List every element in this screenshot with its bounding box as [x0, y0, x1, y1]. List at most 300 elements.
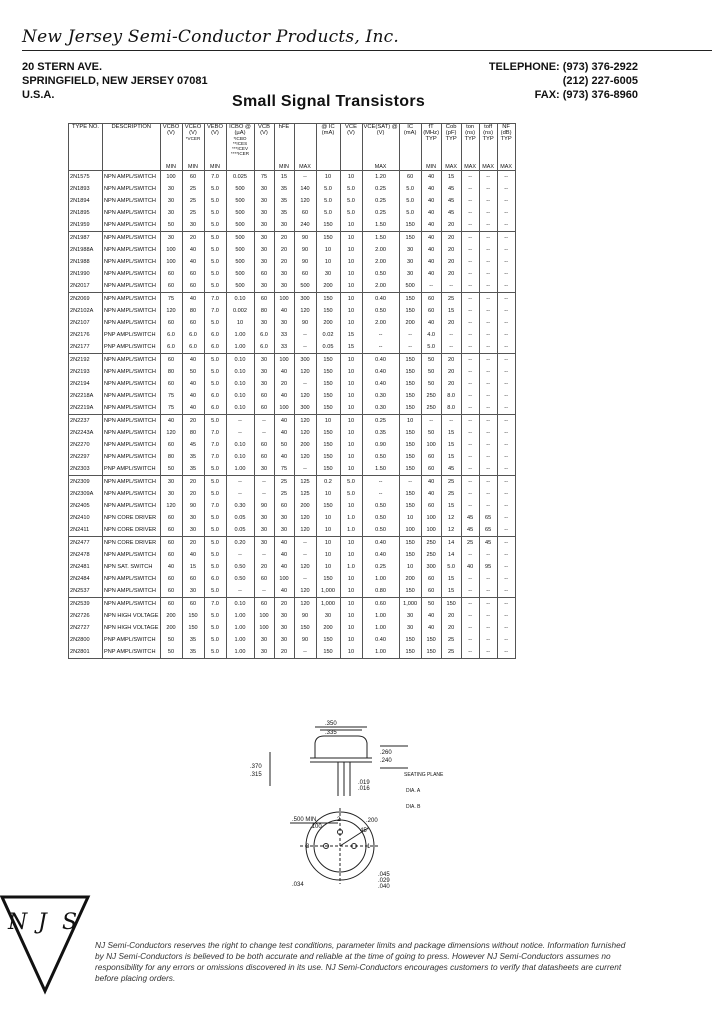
value-cell: 0.40 [362, 378, 399, 390]
value-cell: 5.0 [204, 415, 226, 428]
value-cell: 40 [182, 390, 204, 402]
value-cell: 90 [294, 610, 316, 622]
value-cell: 6.0 [204, 402, 226, 415]
description-cell: NPN AMPL/SWITCH [103, 317, 161, 329]
value-cell: 100 [274, 354, 294, 367]
value-cell: -- [226, 427, 254, 439]
value-cell: 120 [294, 390, 316, 402]
column-subheader [226, 156, 254, 171]
value-cell: 125 [294, 476, 316, 489]
value-cell: 33 [274, 329, 294, 341]
value-cell: 30 [254, 256, 274, 268]
value-cell: 30 [160, 476, 182, 489]
value-cell: 0.10 [226, 439, 254, 451]
value-cell: 1,000 [399, 598, 421, 611]
value-cell: 20 [441, 317, 461, 329]
value-cell: 10 [226, 317, 254, 329]
description-cell: NPN AMPL/SWITCH [103, 378, 161, 390]
value-cell: -- [479, 219, 497, 232]
value-cell: 20 [182, 232, 204, 245]
value-cell: 20 [441, 610, 461, 622]
value-cell: 5.0 [204, 354, 226, 367]
value-cell: 120 [294, 366, 316, 378]
value-cell: 15 [274, 171, 294, 184]
value-cell: -- [497, 244, 515, 256]
value-cell: 10 [340, 378, 362, 390]
value-cell: 200 [294, 500, 316, 512]
value-cell: -- [362, 488, 399, 500]
value-cell: 150 [316, 232, 340, 245]
value-cell: -- [461, 415, 479, 428]
value-cell: 15 [441, 439, 461, 451]
value-cell: 125 [294, 488, 316, 500]
value-cell: 5.0 [340, 195, 362, 207]
value-cell: 25 [441, 293, 461, 306]
column-subheader: MAX [479, 156, 497, 171]
value-cell: -- [294, 646, 316, 659]
description-cell: NPN AMPL/SWITCH [103, 439, 161, 451]
value-cell: 100 [160, 256, 182, 268]
value-cell: 0.10 [226, 293, 254, 306]
value-cell: 60 [160, 354, 182, 367]
type-number-cell: 2N2481 [69, 561, 103, 573]
value-cell: 30 [399, 268, 421, 280]
value-cell: -- [497, 463, 515, 476]
value-cell: 1.0 [340, 524, 362, 537]
value-cell: 10 [340, 293, 362, 306]
value-cell: 50 [421, 598, 441, 611]
value-cell: -- [399, 329, 421, 341]
value-cell: 10 [340, 280, 362, 293]
value-cell: 15 [340, 341, 362, 354]
description-cell: NPN AMPL/SWITCH [103, 573, 161, 585]
table-row [69, 561, 516, 573]
value-cell: 30 [182, 512, 204, 524]
value-cell: 65 [479, 512, 497, 524]
value-cell: 500 [294, 280, 316, 293]
value-cell: 0.90 [362, 439, 399, 451]
address-line: 20 STERN AVE. [22, 61, 103, 73]
logo-letter: J [38, 910, 47, 935]
value-cell: 60 [421, 585, 441, 598]
value-cell: 0.25 [362, 207, 399, 219]
column-unit: (µA) [234, 130, 246, 136]
value-cell: -- [461, 354, 479, 367]
type-number-cell: 2N2800 [69, 634, 103, 646]
value-cell: 150 [399, 634, 421, 646]
value-cell: 150 [441, 598, 461, 611]
column-subheader: MAX [294, 156, 316, 171]
value-cell: -- [294, 537, 316, 550]
value-cell: 10 [340, 610, 362, 622]
value-cell: -- [479, 232, 497, 245]
value-cell: 30 [316, 268, 340, 280]
description-cell: NPN AMPL/SWITCH [103, 476, 161, 489]
value-cell: 100 [160, 171, 182, 184]
pin-callout: 3 [306, 844, 310, 850]
value-cell: -- [461, 207, 479, 219]
description-cell: NPN SAT. SWITCH [103, 561, 161, 573]
value-cell: -- [479, 329, 497, 341]
value-cell: 150 [316, 451, 340, 463]
value-cell: -- [479, 341, 497, 354]
value-cell: 60 [254, 598, 274, 611]
value-cell: 500 [226, 232, 254, 245]
value-cell: -- [479, 451, 497, 463]
value-cell: 75 [160, 293, 182, 306]
value-cell: 20 [441, 268, 461, 280]
column-header-label: VCBO [162, 124, 180, 130]
value-cell: 10 [316, 415, 340, 428]
value-cell: 250 [421, 537, 441, 550]
value-cell: 15 [441, 427, 461, 439]
table-row [69, 585, 516, 598]
value-cell: 5.0 [204, 537, 226, 550]
description-cell: NPN AMPL/SWITCH [103, 402, 161, 415]
column-note: *ICBO **ICES ***ICEV ****ICER [230, 136, 250, 156]
value-cell: 30 [254, 463, 274, 476]
value-cell: -- [254, 549, 274, 561]
value-cell: 5.0 [316, 195, 340, 207]
table-row [69, 427, 516, 439]
value-cell: 60 [421, 293, 441, 306]
value-cell: 10 [340, 232, 362, 245]
value-cell: -- [461, 500, 479, 512]
column-typ-label: TYP [482, 136, 494, 142]
value-cell: 25 [182, 195, 204, 207]
value-cell: 60 [182, 268, 204, 280]
column-header-label: VCE [345, 124, 357, 130]
value-cell: -- [461, 598, 479, 611]
value-cell: 45 [441, 183, 461, 195]
value-cell: -- [479, 585, 497, 598]
value-cell: -- [497, 207, 515, 219]
column-header-label: IC [407, 124, 414, 130]
description-cell: NPN AMPL/SWITCH [103, 256, 161, 268]
value-cell: 45 [182, 439, 204, 451]
type-number-cell: 2N1893 [69, 183, 103, 195]
column-header-label: @ IC [321, 124, 335, 130]
column-header-label: TYPE NO. [71, 124, 100, 130]
value-cell: 0.30 [362, 390, 399, 402]
value-cell: 150 [316, 634, 340, 646]
value-cell: 50 [160, 634, 182, 646]
value-cell: 25 [441, 488, 461, 500]
value-cell: -- [421, 415, 441, 428]
table-row [69, 646, 516, 659]
value-cell: 30 [254, 646, 274, 659]
value-cell: 150 [294, 622, 316, 634]
value-cell: -- [479, 305, 497, 317]
column-unit: (mA) [321, 130, 335, 136]
value-cell: 20 [441, 366, 461, 378]
value-cell: 15 [441, 171, 461, 184]
value-cell: -- [421, 280, 441, 293]
value-cell: 30 [274, 268, 294, 280]
value-cell: -- [479, 500, 497, 512]
value-cell: -- [461, 171, 479, 184]
value-cell: 6.0 [204, 573, 226, 585]
value-cell: 40 [421, 610, 441, 622]
value-cell: 50 [421, 354, 441, 367]
value-cell: -- [479, 378, 497, 390]
table-row [69, 195, 516, 207]
value-cell: 150 [399, 232, 421, 245]
value-cell: 0.50 [362, 268, 399, 280]
page-title: Small Signal Transistors [232, 93, 426, 110]
value-cell: 0.50 [362, 451, 399, 463]
value-cell: 0.10 [226, 354, 254, 367]
value-cell: 100 [421, 439, 441, 451]
value-cell: 90 [294, 317, 316, 329]
value-cell: 7.0 [204, 293, 226, 306]
value-cell: 5.0 [421, 341, 441, 354]
value-cell: 60 [254, 293, 274, 306]
value-cell: 40 [274, 366, 294, 378]
value-cell: 30 [254, 512, 274, 524]
value-cell: 150 [316, 463, 340, 476]
value-cell: -- [479, 476, 497, 489]
table-row [69, 305, 516, 317]
column-typ-label: TYP [445, 136, 457, 142]
table-row [69, 634, 516, 646]
value-cell: -- [461, 366, 479, 378]
description-cell: NPN AMPL/SWITCH [103, 195, 161, 207]
value-cell: 5.0 [204, 463, 226, 476]
table-row [69, 268, 516, 280]
angle-label: 45° [360, 828, 370, 834]
value-cell: 30 [274, 512, 294, 524]
value-cell: 25 [274, 476, 294, 489]
value-cell: 75 [160, 402, 182, 415]
value-cell: -- [479, 354, 497, 367]
disclaimer-notice: NJ Semi-Conductors reserves the right to change test conditions, parameter limits and package dimensions without notice. Information furnished by NJ Semi-Conductors is believed to be both accurate and reliable at the time of going to press. However NJ Semi-Conductors assumes no responsibility for any errors or omissions discovered in its use. NJ Semi-Conductors encourages customers to verify that datasheets are current before placing orders. [95, 940, 626, 983]
value-cell: 40 [421, 183, 441, 195]
value-cell: 75 [160, 390, 182, 402]
value-cell: 1.0 [340, 512, 362, 524]
dia-a-label: DIA. A [406, 788, 421, 794]
value-cell: 7.0 [204, 439, 226, 451]
table-row [69, 390, 516, 402]
value-cell: 5.0 [316, 183, 340, 195]
value-cell: 100 [274, 402, 294, 415]
description-cell: NPN CORE DRIVER [103, 524, 161, 537]
value-cell: 5.0 [204, 268, 226, 280]
value-cell: 6.0 [254, 329, 274, 341]
value-cell: 150 [421, 634, 441, 646]
description-cell: NPN AMPL/SWITCH [103, 293, 161, 306]
value-cell: 20 [182, 415, 204, 428]
value-cell: 5.0 [204, 207, 226, 219]
column-typ-label: TYP [464, 136, 476, 142]
value-cell: 150 [316, 366, 340, 378]
value-cell: 60 [274, 500, 294, 512]
value-cell: 150 [316, 439, 340, 451]
value-cell: 5.0 [204, 183, 226, 195]
value-cell: -- [461, 463, 479, 476]
value-cell: 1.00 [226, 610, 254, 622]
column-unit: (dB) [500, 130, 512, 136]
value-cell: 250 [421, 402, 441, 415]
dimension-label: .500 MIN. [292, 817, 319, 823]
column-subheader: MIN [204, 156, 226, 171]
value-cell: 35 [182, 451, 204, 463]
value-cell: -- [479, 488, 497, 500]
table-row [69, 500, 516, 512]
dimension-label: .315 [250, 772, 262, 778]
value-cell: -- [497, 598, 515, 611]
column-header-label: VCE(SAT) @ [363, 124, 398, 130]
value-cell: 4.0 [421, 329, 441, 341]
column-header-label: ton [466, 124, 475, 130]
value-cell: 7.0 [204, 598, 226, 611]
value-cell: -- [497, 634, 515, 646]
package-outline-diagram [240, 721, 444, 890]
value-cell: 5.0 [204, 646, 226, 659]
value-cell: 150 [399, 646, 421, 659]
value-cell: 1.00 [362, 610, 399, 622]
value-cell: 0.20 [226, 537, 254, 550]
value-cell: 100 [160, 244, 182, 256]
value-cell: -- [362, 341, 399, 354]
value-cell: 5.0 [204, 549, 226, 561]
dimension-label: .029 [378, 878, 390, 884]
phone-line: FAX: (973) 376-8960 [534, 89, 638, 101]
value-cell: 0.40 [362, 549, 399, 561]
value-cell: 150 [399, 451, 421, 463]
value-cell: 10 [340, 305, 362, 317]
dimension-label: .335 [325, 730, 337, 736]
value-cell: 0.002 [226, 305, 254, 317]
table-row [69, 463, 516, 476]
value-cell: -- [497, 524, 515, 537]
table-row [69, 622, 516, 634]
column-unit: (V) [260, 130, 268, 136]
column-subheader: MIN [421, 156, 441, 171]
value-cell: 1,000 [316, 598, 340, 611]
value-cell: 5.0 [204, 610, 226, 622]
value-cell: 5.0 [340, 476, 362, 489]
value-cell: 200 [160, 610, 182, 622]
value-cell: 150 [399, 366, 421, 378]
value-cell: 2.00 [362, 244, 399, 256]
value-cell: 0.05 [226, 524, 254, 537]
value-cell: 60 [254, 268, 274, 280]
table-row [69, 232, 516, 245]
table-row [69, 439, 516, 451]
value-cell: -- [461, 305, 479, 317]
value-cell: 80 [182, 305, 204, 317]
value-cell: 150 [399, 463, 421, 476]
phone-line: (212) 227-6005 [562, 75, 638, 87]
company-phones [489, 60, 638, 102]
value-cell: -- [461, 232, 479, 245]
value-cell: -- [479, 622, 497, 634]
value-cell: 30 [274, 219, 294, 232]
value-cell: 1,000 [316, 585, 340, 598]
column-header [160, 124, 182, 157]
value-cell: 10 [316, 171, 340, 184]
value-cell: 0.40 [362, 366, 399, 378]
value-cell: 1.0 [340, 561, 362, 573]
type-number-cell: 2N2539 [69, 598, 103, 611]
value-cell: -- [294, 171, 316, 184]
value-cell: 45 [441, 463, 461, 476]
value-cell: 40 [421, 244, 441, 256]
type-number-cell: 2N2537 [69, 585, 103, 598]
value-cell: 7.0 [204, 305, 226, 317]
dimension-label: .200 [366, 818, 378, 824]
value-cell: 10 [340, 366, 362, 378]
seating-plane-label: SEATING PLANE [404, 772, 444, 778]
value-cell: 40 [421, 232, 441, 245]
description-cell: NPN HIGH VOLTAGE [103, 610, 161, 622]
description-cell: NPN AMPL/SWITCH [103, 354, 161, 367]
type-number-cell: 2N2107 [69, 317, 103, 329]
value-cell: -- [479, 549, 497, 561]
value-cell: 60 [254, 402, 274, 415]
type-number-cell: 2N2237 [69, 415, 103, 428]
type-number-cell: 2N2484 [69, 573, 103, 585]
value-cell: 0.25 [362, 195, 399, 207]
value-cell: 200 [160, 622, 182, 634]
column-subheader: MAX [461, 156, 479, 171]
column-header [441, 124, 461, 157]
value-cell: 10 [340, 244, 362, 256]
value-cell: 30 [182, 585, 204, 598]
value-cell: -- [441, 329, 461, 341]
value-cell: 10 [399, 561, 421, 573]
description-cell: NPN AMPL/SWITCH [103, 183, 161, 195]
value-cell: 14 [441, 549, 461, 561]
value-cell: -- [479, 293, 497, 306]
value-cell: 30 [274, 610, 294, 622]
value-cell: 45 [461, 524, 479, 537]
value-cell: 0.60 [362, 598, 399, 611]
value-cell: 150 [182, 610, 204, 622]
column-unit: (V) [211, 130, 219, 136]
value-cell: 150 [399, 488, 421, 500]
value-cell: 10 [340, 402, 362, 415]
description-cell: NPN AMPL/SWITCH [103, 390, 161, 402]
value-cell: 1.00 [226, 646, 254, 659]
value-cell: -- [479, 207, 497, 219]
value-cell: 40 [182, 244, 204, 256]
value-cell: -- [479, 390, 497, 402]
column-subheader [399, 156, 421, 171]
value-cell: 40 [182, 402, 204, 415]
value-cell: 60 [160, 378, 182, 390]
value-cell: 30 [160, 207, 182, 219]
table-row [69, 610, 516, 622]
value-cell: 5.0 [204, 476, 226, 489]
value-cell: 60 [160, 524, 182, 537]
column-subheader [316, 156, 340, 171]
value-cell: 15 [441, 585, 461, 598]
value-cell: 50 [160, 463, 182, 476]
value-cell: -- [497, 451, 515, 463]
table-row [69, 256, 516, 268]
value-cell: 20 [441, 232, 461, 245]
value-cell: -- [461, 573, 479, 585]
description-cell: NPN AMPL/SWITCH [103, 585, 161, 598]
value-cell: 25 [461, 537, 479, 550]
value-cell: 30 [274, 622, 294, 634]
type-number-cell: 2N2726 [69, 610, 103, 622]
description-cell: NPN CORE DRIVER [103, 537, 161, 550]
value-cell: 5.0 [204, 634, 226, 646]
column-subheader: MAX [362, 156, 399, 171]
